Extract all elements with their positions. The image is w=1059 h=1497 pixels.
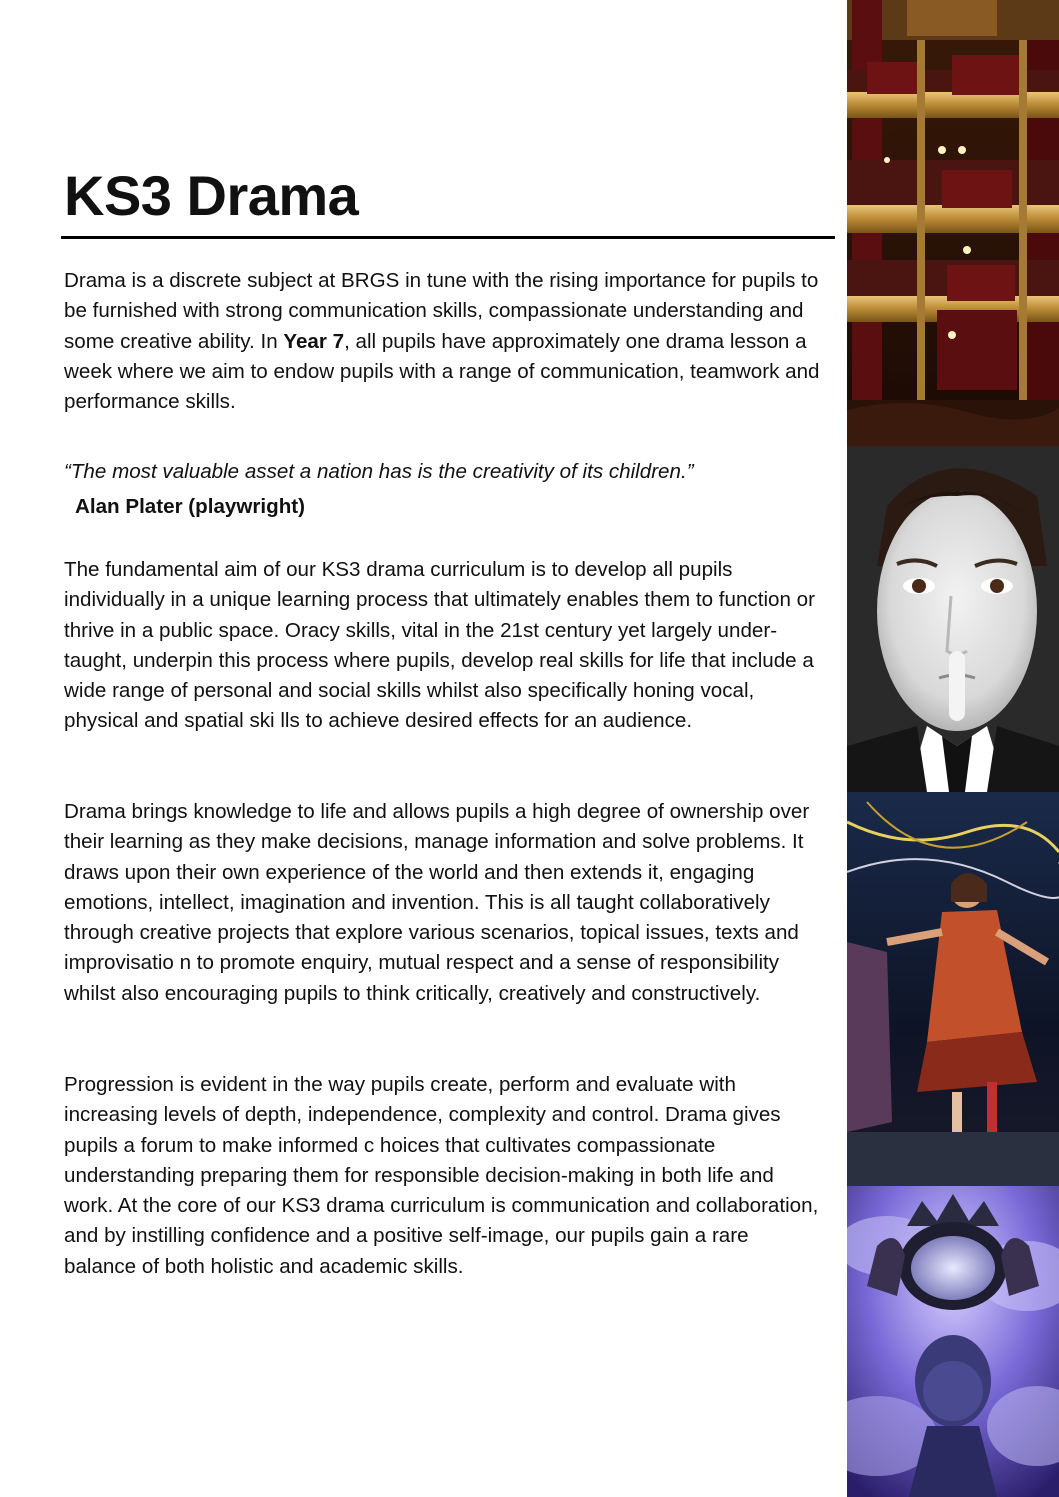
intro-paragraph xyxy=(64,266,824,417)
intro-text-end: , all pupils have approximately one drama lesson a week where we aim to endow pupils with a range of communication, teamwork and performance skills. xyxy=(64,329,820,414)
page-title: KS3 Drama xyxy=(64,164,359,227)
knowledge-paragraph: Drama brings knowledge to life and allows pupils a high degree of ownership over their learning as they make decisions, manage information and solve problems. It draws upon their own experience of the world and then extends it, engaging emotions, intellect, imagination and invention. This is all taught collaboratively through creative projects that explore various scenarios, topical issues, texts and improvisatio n to promote enquiry, mutual respect and a sense of responsibility whilst also encouraging pupils to think critically, creatively and constructively. xyxy=(64,800,810,1005)
mime-face-image xyxy=(847,446,1059,792)
image-strip xyxy=(847,0,1059,1497)
stage-dance-image xyxy=(847,792,1059,1186)
title-underline xyxy=(61,236,835,239)
progression-paragraph: Progression is evident in the way pupils create, perform and evaluate with increasing levels of depth, independence, complexity and control. Drama gives pupils a forum to make informed c hoices that cultivates compassionate understanding preparing them for responsible decision-making in both life and work. At the core of our KS3 drama curriculum is communication and collaboration, and by instilling confidence and a positive self-image, our pupils gain a rare balance of both holistic and academic skills. xyxy=(64,1073,819,1278)
intro-text-start: Drama is a discrete subject at BRGS in tune with the rising importance for pupils to be furnished with strong communication skills, compassionate understanding and some creative ability. In xyxy=(64,269,819,353)
quote-text: “The most valuable asset a nation has is the creativity of its children.” xyxy=(64,460,694,483)
quote-attribution: Alan Plater (playwright) xyxy=(75,495,306,518)
crown-clouds-image xyxy=(847,1186,1059,1497)
aim-paragraph: The fundamental aim of our KS3 drama curriculum is to develop all pupils individually in a unique learning process that ultimately enables them to function or thrive in a public space. Oracy skills, vital in the 21st century yet largely under-taught, underpin this process where pupils, develop real skills for life that include a wide range of personal and social skills whilst also specifically honing vocal, physical and spatial ski lls to achieve desired effects for an audience. xyxy=(64,558,815,733)
theatre-auditorium-image xyxy=(847,0,1059,446)
intro-year-highlight: Year 7 xyxy=(283,329,345,353)
